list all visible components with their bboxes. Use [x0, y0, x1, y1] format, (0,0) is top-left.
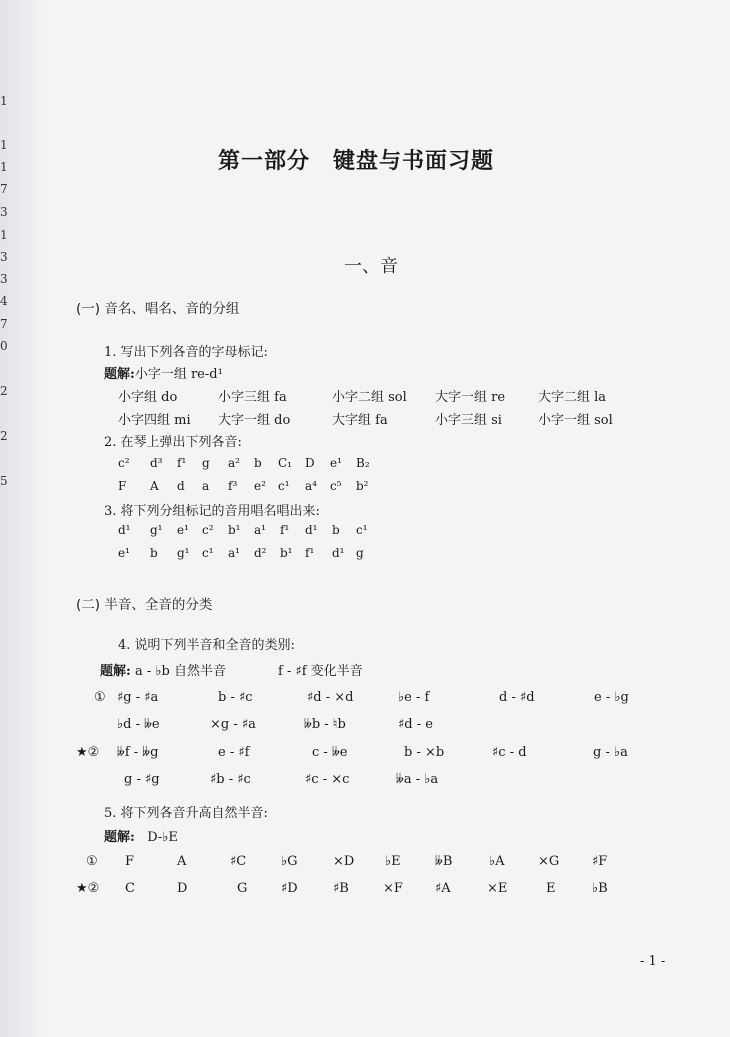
- grid-cell: C: [125, 881, 135, 896]
- grid-cell: c¹: [356, 523, 368, 537]
- grid-cell: b: [254, 456, 262, 470]
- grid-cell: ♭e - f: [398, 690, 430, 705]
- example-text: D-♭E: [147, 830, 178, 845]
- grid-cell: ♯c - d: [492, 745, 527, 760]
- grid-cell: ♭A: [489, 854, 505, 869]
- question-5-label: 5. 将下列各音升高自然半音:: [104, 806, 268, 821]
- question-4-row-4: [0, 772, 730, 790]
- grid-cell: e - ♯f: [218, 745, 250, 760]
- grid-cell: 小字三组 fa: [218, 390, 287, 405]
- grid-cell: b: [332, 523, 340, 537]
- grid-cell: 𝄫f - 𝄫g: [117, 745, 159, 760]
- grid-cell: A: [150, 479, 159, 493]
- grid-cell: ♯C: [230, 854, 247, 869]
- question-2-row-1: [0, 456, 730, 474]
- grid-cell: g - ♯g: [124, 772, 160, 787]
- grid-cell: a¹: [254, 523, 266, 537]
- page-number: - 1 -: [640, 954, 666, 969]
- grid-cell: 𝄫b - ♮b: [304, 717, 346, 732]
- grid-cell: a¹: [228, 546, 240, 560]
- grid-cell: 𝄫a - ♭a: [396, 772, 439, 787]
- question-2-label: 2. 在琴上弹出下列各音:: [104, 435, 242, 450]
- grid-cell: f¹: [177, 456, 187, 470]
- grid-cell: c - 𝄫e: [312, 745, 348, 760]
- grid-cell: a²: [228, 456, 240, 470]
- grid-cell: 小字四组 mi: [118, 413, 191, 428]
- grid-cell: ♯B: [333, 881, 349, 896]
- grid-cell: g¹: [177, 546, 190, 560]
- row-marker: ★②: [76, 881, 100, 896]
- question-3-label: 3. 将下列分组标记的音用唱名唱出来:: [104, 504, 320, 519]
- grid-cell: d³: [150, 456, 163, 470]
- grid-cell: d¹: [332, 546, 345, 560]
- grid-cell: f¹: [305, 546, 315, 560]
- grid-cell: 小字二组 sol: [332, 390, 407, 405]
- margin-digit: 2: [0, 384, 8, 398]
- grid-cell: ♯F: [592, 854, 608, 869]
- question-4-row-2: [0, 717, 730, 735]
- grid-cell: e - ♭g: [594, 690, 629, 705]
- grid-cell: ♭E: [385, 854, 401, 869]
- grid-cell: 大字一组 do: [218, 413, 291, 428]
- grid-cell: D: [305, 456, 315, 470]
- grid-cell: ×F: [383, 881, 403, 896]
- grid-cell: c¹: [278, 479, 290, 493]
- grid-cell: 大字二组 la: [538, 390, 607, 405]
- margin-digit: 2: [0, 429, 8, 443]
- margin-digit: 3: [0, 205, 8, 219]
- row-marker: ①: [94, 690, 106, 705]
- grid-cell: b: [150, 546, 158, 560]
- margin-digit: 7: [0, 182, 8, 196]
- grid-cell: F: [118, 479, 127, 493]
- grid-cell: b - ×b: [404, 745, 445, 760]
- margin-digit: 3: [0, 272, 8, 286]
- margin-digit: 1: [0, 228, 8, 242]
- example-label: 题解:: [104, 830, 135, 845]
- grid-cell: ♭B: [592, 881, 608, 896]
- margin-digit: 7: [0, 317, 8, 331]
- question-5-example: [104, 826, 178, 845]
- grid-cell: ×g - ♯a: [210, 717, 256, 732]
- grid-cell: b²: [356, 479, 369, 493]
- grid-cell: c¹: [202, 546, 214, 560]
- row-marker: ★②: [76, 745, 100, 760]
- grid-cell: g: [356, 546, 364, 560]
- grid-cell: d¹: [305, 523, 318, 537]
- grid-cell: f³: [228, 479, 238, 493]
- grid-cell: d¹: [118, 523, 131, 537]
- grid-cell: 𝄫B: [435, 854, 453, 869]
- grid-cell: 大字组 fa: [332, 413, 388, 428]
- grid-cell: g - ♭a: [593, 745, 628, 760]
- margin-digit: 3: [0, 250, 8, 264]
- grid-cell: d - ♯d: [499, 690, 535, 705]
- margin-digit: 0: [0, 339, 8, 353]
- grid-cell: e¹: [118, 546, 130, 560]
- example-text: 小字一组 re-d¹: [134, 367, 223, 382]
- example-label: 题解:: [100, 664, 131, 679]
- grid-cell: ♯A: [435, 881, 451, 896]
- question-4-example: [100, 660, 226, 679]
- margin-digit: 1: [0, 138, 8, 152]
- grid-cell: a⁴: [305, 479, 317, 493]
- grid-cell: e²: [254, 479, 266, 493]
- grid-cell: 小字三组 si: [435, 413, 502, 428]
- grid-cell: g: [202, 456, 210, 470]
- grid-cell: G: [237, 881, 248, 896]
- grid-cell: ♯D: [281, 881, 298, 896]
- grid-cell: 小字组 do: [118, 390, 178, 405]
- grid-cell: b - ♯c: [218, 690, 253, 705]
- question-3-row-2: [0, 546, 730, 564]
- grid-cell: f¹: [280, 523, 290, 537]
- grid-cell: e¹: [177, 523, 189, 537]
- row-marker: ①: [86, 854, 98, 869]
- grid-cell: C₁: [278, 456, 292, 470]
- grid-cell: ♭G: [281, 854, 298, 869]
- margin-digit: 5: [0, 474, 8, 488]
- grid-cell: e¹: [330, 456, 342, 470]
- question-1-example: [104, 363, 223, 382]
- example-text-1: a - ♭b 自然半音: [134, 664, 226, 679]
- grid-cell: ♯c - ×c: [305, 772, 350, 787]
- question-1-row-1: [0, 386, 730, 404]
- grid-cell: a: [202, 479, 210, 493]
- grid-cell: ♯d - e: [398, 717, 433, 732]
- question-5-row-1: [0, 854, 730, 872]
- question-4-row-1: [0, 690, 730, 708]
- question-5-row-2: [0, 881, 730, 899]
- grid-cell: b¹: [228, 523, 241, 537]
- grid-cell: c²: [118, 456, 130, 470]
- example-label: 题解:: [104, 367, 135, 382]
- grid-cell: ×G: [538, 854, 560, 869]
- question-3-row-1: [0, 523, 730, 541]
- grid-cell: ♯b - ♯c: [210, 772, 251, 787]
- grid-cell: b¹: [280, 546, 293, 560]
- grid-cell: d²: [254, 546, 267, 560]
- grid-cell: F: [125, 854, 135, 869]
- grid-cell: ×E: [487, 881, 508, 896]
- question-4-label: 4. 说明下列半音和全音的类别:: [118, 638, 295, 653]
- grid-cell: c²: [202, 523, 214, 537]
- grid-cell: A: [177, 854, 187, 869]
- section-heading-2: (二) 半音、全音的分类: [76, 597, 213, 613]
- grid-cell: g¹: [150, 523, 163, 537]
- grid-cell: 小字一组 sol: [538, 413, 613, 428]
- margin-digit: 1: [0, 160, 8, 174]
- margin-digit: 1: [0, 94, 8, 108]
- example-text-2: f - ♯f 变化半音: [278, 664, 363, 679]
- page-title: 第一部分 键盘与书面习题: [218, 149, 495, 174]
- question-1-label: 1. 写出下列各音的字母标记:: [104, 345, 268, 360]
- grid-cell: D: [177, 881, 188, 896]
- question-1-row-2: [0, 409, 730, 427]
- grid-cell: ♯g - ♯a: [117, 690, 159, 705]
- grid-cell: B₂: [356, 456, 370, 470]
- grid-cell: 大字一组 re: [435, 390, 506, 405]
- grid-cell: ×D: [333, 854, 355, 869]
- section-heading-1: (一) 音名、唱名、音的分组: [76, 301, 240, 317]
- margin-digit: 4: [0, 294, 8, 308]
- grid-cell: c⁵: [330, 479, 342, 493]
- grid-cell: E: [546, 881, 556, 896]
- question-2-row-2: [0, 479, 730, 497]
- grid-cell: ♯d - ×d: [307, 690, 354, 705]
- grid-cell: ♭d - 𝄫e: [117, 717, 160, 732]
- chapter-heading: 一、音: [344, 256, 398, 277]
- grid-cell: d: [177, 479, 185, 493]
- question-4-row-3: [0, 745, 730, 763]
